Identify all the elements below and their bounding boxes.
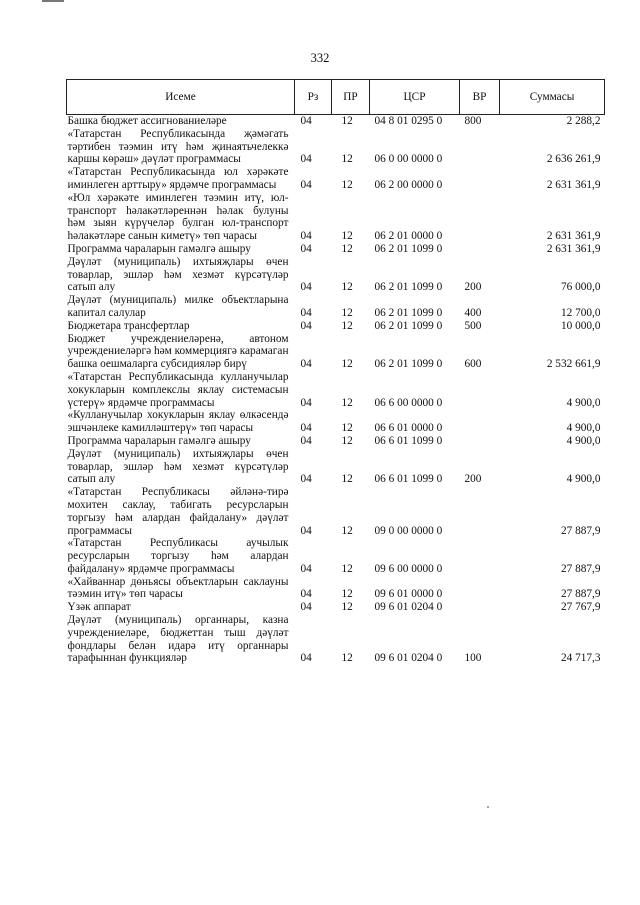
cell-name: «Татарстан Республикасында кулланучылар хокукларын комплекслы яклау системасын үстерү» ярдәмче программасы (67, 370, 289, 409)
cell-csr: 06 0 00 0000 0 (374, 153, 443, 166)
cell-sum: 76 000,0 (560, 281, 601, 294)
cell-rz: 04 (300, 281, 312, 294)
cell-name: «Татарстан Республикасы аучылык ресурсларын торгызу һәм алардан файдалану» ярдәмче программасы (67, 537, 289, 575)
cell-pr: 12 (341, 562, 353, 575)
cell-pr: 12 (341, 358, 353, 371)
cell-name: Программа чараларын гамәлгә ашыру (67, 434, 251, 447)
cell-name: «Хайваннар дөньясы объектларын саклауны тәэмин итү» төп чарасы (67, 575, 289, 601)
cell-name: Программа чараларын гамәлгә ашыру (67, 242, 251, 255)
cell-rz: 04 (300, 178, 312, 191)
cell-pr: 12 (341, 524, 353, 537)
cell-sum: 2 288,2 (566, 115, 601, 127)
cell-rz: 04 (300, 601, 312, 614)
cell-name: «Татарстан Республикасында юл хәрәкәте иминлеген арттыру» ярдәмче программасы (67, 166, 289, 191)
cell-csr: 06 2 01 1099 0 (374, 281, 443, 294)
cell-rz: 04 (300, 434, 312, 447)
cell-vr (460, 601, 500, 614)
cell-vr: 500 (464, 319, 482, 332)
table-row (67, 128, 605, 166)
table-row (67, 576, 605, 602)
cell-pr: 12 (341, 153, 353, 166)
table-row (67, 243, 605, 256)
header-pr: ПР (332, 80, 370, 115)
cell-csr: 06 2 00 0000 0 (374, 178, 443, 191)
cell-csr: 09 6 01 0204 0 (374, 601, 443, 614)
cell-csr: 06 6 01 0000 0 (374, 422, 443, 435)
table-row (67, 448, 605, 486)
cell-sum: 27 887,9 (560, 588, 601, 601)
table-row (67, 614, 605, 665)
table-row (67, 166, 605, 192)
cell-sum: 2 631 361,9 (546, 230, 601, 243)
cell-rz: 04 (300, 319, 312, 332)
table-body (67, 115, 605, 666)
cell-csr: 09 6 00 0000 0 (374, 562, 443, 575)
cell-csr: 06 2 01 1099 0 (374, 306, 443, 319)
cell-sum: 27 887,9 (560, 524, 601, 537)
header-rz: Рз (295, 80, 332, 115)
cell-sum: 2 532 661,9 (546, 358, 601, 371)
cell-vr: 200 (464, 281, 482, 294)
cell-vr (460, 537, 500, 575)
cell-name: Дәүләт (муниципаль) ихтыяҗлары өчен товарлар, эшләр һәм хезмәт күрсәтүләр сатып алу (67, 447, 289, 486)
cell-rz: 04 (300, 358, 312, 371)
cell-csr: 06 6 00 0000 0 (374, 396, 443, 409)
header-csr: ЦСР (370, 80, 460, 115)
cell-rz: 04 (300, 524, 312, 537)
cell-sum: 4 900,0 (566, 422, 601, 435)
header-sum: Суммасы (500, 80, 605, 115)
cell-vr: 600 (464, 358, 482, 371)
cell-name: «Татарстан Республикасында җәмәгать тәртибен тәэмин итү һәм җинаятьчелеккә каршы көрәш» дәүләт программасы (67, 127, 289, 166)
cell-pr: 12 (341, 178, 353, 191)
cell-csr: 06 6 01 1099 0 (374, 473, 443, 486)
cell-rz: 04 (300, 115, 312, 127)
cell-csr: 09 6 01 0000 0 (374, 588, 443, 601)
cell-csr: 09 6 01 0204 0 (374, 652, 443, 665)
cell-pr: 12 (341, 588, 353, 601)
cell-csr: 04 8 01 0295 0 (374, 115, 443, 127)
cell-sum: 2 631 361,9 (546, 242, 601, 255)
cell-pr: 12 (341, 434, 353, 447)
cell-pr: 12 (341, 319, 353, 332)
cell-sum: 4 900,0 (566, 473, 601, 486)
table-row (67, 115, 605, 128)
cell-pr: 12 (341, 230, 353, 243)
cell-name: Бюджетара трансфертлар (67, 319, 190, 332)
cell-sum: 4 900,0 (566, 434, 601, 447)
cell-pr: 12 (341, 422, 353, 435)
cell-vr: 800 (464, 115, 482, 127)
page-number: 332 (310, 51, 330, 65)
cell-csr: 06 2 01 1099 0 (374, 242, 443, 255)
cell-name: Үзәк аппарат (67, 601, 131, 614)
table-row (67, 320, 605, 333)
header-vr: ВР (460, 80, 500, 115)
cell-pr: 12 (341, 115, 353, 127)
cell-name: «Юл хәрәкәте иминлеген тәэмин итү, юл-транспорт һәлакәтләреннән һәлак булуны һәм зыян күрүчеләр булган юл-транспорт һәлакәтләре санын киметү» төп чарасы (67, 191, 289, 243)
cell-rz: 04 (300, 230, 312, 243)
cell-sum: 2 636 261,9 (546, 153, 601, 166)
cell-vr (460, 435, 500, 448)
cell-sum: 27 767,9 (560, 601, 601, 614)
cell-csr: 06 2 01 1099 0 (374, 319, 443, 332)
cell-name: Бюджет учреждениеләренә, автоном учреждениеләргә һәм коммерциягә карамаган башка оешмаларга субсидияләр бирү (67, 332, 289, 371)
cell-name: «Кулланучылар хокукларын яклау өлкәсендә эшчәнлеке камилләштерү» төп чарасы (67, 409, 289, 435)
cell-name: «Татарстан Республикасы әйләнә-тирә мохитен саклау, табигать ресурсларын торгызу һәм алардан файдалану» дәүләт программасы (67, 486, 289, 537)
cell-sum: 27 887,9 (560, 562, 601, 575)
cell-csr: 09 0 00 0000 0 (374, 524, 443, 537)
cell-sum: 4 900,0 (566, 396, 601, 409)
cell-name: Дәүләт (муниципаль) ихтыяҗлары өчен товарлар, эшләр һәм хезмәт күрсәтүләр сатып алу (67, 255, 289, 294)
cell-csr: 06 2 01 0000 0 (374, 230, 443, 243)
cell-vr: 200 (464, 473, 482, 486)
table-row (67, 333, 605, 371)
cell-csr: 06 6 01 1099 0 (374, 434, 443, 447)
cell-vr (460, 243, 500, 256)
cell-sum: 12 700,0 (560, 306, 601, 319)
table-row (67, 192, 605, 243)
header-name: Исеме (67, 80, 295, 115)
budget-table (66, 79, 605, 665)
cell-name: Дәүләт (муниципаль) милке объектларына капитал салулар (67, 294, 289, 319)
cell-pr: 12 (341, 473, 353, 486)
cell-vr (460, 409, 500, 435)
cell-vr (460, 576, 500, 602)
cell-rz: 04 (300, 422, 312, 435)
cell-rz: 04 (300, 652, 312, 665)
cell-rz: 04 (300, 396, 312, 409)
cell-vr (460, 166, 500, 192)
cell-rz: 04 (300, 242, 312, 255)
table-row (67, 486, 605, 537)
table-row (67, 371, 605, 409)
cell-vr (460, 128, 500, 166)
cell-pr: 12 (341, 396, 353, 409)
cell-vr: 100 (464, 652, 482, 665)
corner-mark (42, 0, 64, 2)
cell-pr: 12 (341, 601, 353, 614)
cell-name: Дәүләт (муниципаль) органнары, казна учреждениеләре, бюджеттан тыш дәүләт фондлары белән идарә итү органнары тарафыннан функцияләр (67, 614, 289, 665)
cell-vr (460, 371, 500, 409)
cell-rz: 04 (300, 588, 312, 601)
table-row (67, 537, 605, 575)
cell-rz: 04 (300, 306, 312, 319)
cell-pr: 12 (341, 306, 353, 319)
table-row (67, 409, 605, 435)
cell-pr: 12 (341, 242, 353, 255)
cell-vr (460, 192, 500, 243)
cell-pr: 12 (341, 281, 353, 294)
table-row (67, 435, 605, 448)
cell-pr: 12 (341, 652, 353, 665)
table-row (67, 256, 605, 294)
cell-name: Башка бюджет ассигнованиеләре (67, 115, 227, 127)
cell-rz: 04 (300, 562, 312, 575)
cell-csr: 06 2 01 1099 0 (374, 358, 443, 371)
table-row (67, 294, 605, 320)
cell-sum: 2 631 361,9 (546, 178, 601, 191)
cell-sum: 10 000,0 (560, 319, 601, 332)
table-row (67, 601, 605, 614)
header-row (67, 80, 605, 115)
cell-rz: 04 (300, 153, 312, 166)
cell-sum: 24 717,3 (560, 652, 601, 665)
cell-vr: 400 (464, 306, 482, 319)
cell-rz: 04 (300, 473, 312, 486)
cell-vr (460, 486, 500, 537)
scan-speck (487, 806, 489, 808)
